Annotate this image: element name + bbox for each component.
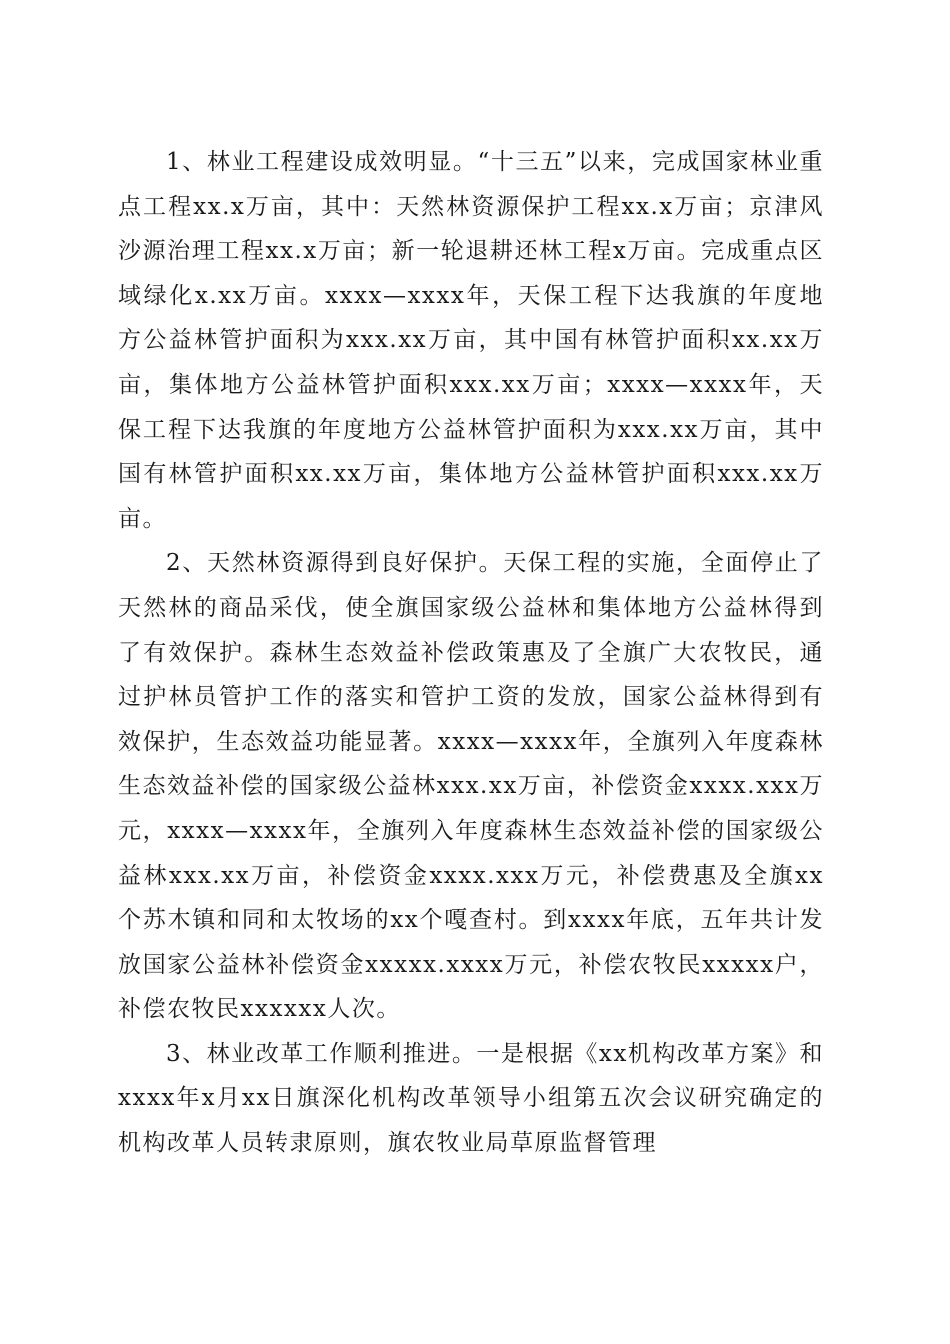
paragraph-forestry-projects: 1、林业工程建设成效明显。“十三五”以来，完成国家林业重点工程xx.x万亩，其中：天然林资源保护工程xx.x万亩；京津风沙源治理工程xx.x万亩；新一轮退耕还林工程x万亩。完成重点区域绿化x.xx万亩。xxxx—xxxx年，天保工程下达我旗的年度地方公益林管护面积为xxx.xx万亩，其中国有林管护面积xx.xx万亩，集体地方公益林管护面积xxx.xx万亩；xxxx—xxxx年，天保工程下达我旗的年度地方公益林管护面积为xxx.xx万亩，其中国有林管护面积xx.xx万亩，集体地方公益林管护面积xxx.xx万亩。 xyxy=(118,149,824,532)
document-page xyxy=(118,140,824,1166)
paragraph-natural-forest-protection: 2、天然林资源得到良好保护。天保工程的实施，全面停止了天然林的商品采伐，使全旗国家级公益林和集体地方公益林得到了有效保护。森林生态效益补偿政策惠及了全旗广大农牧民，通过护林员管护工作的落实和管护工资的发放，国家公益林得到有效保护，生态效益功能显著。xxxx—xxxx年，全旗列入年度森林生态效益补偿的国家级公益林xxx.xx万亩，补偿资金xxxx.xxx万元，xxxx—xxxx年，全旗列入年度森林生态效益补偿的国家级公益林xxx.xx万亩，补偿资金xxxx.xxx万元，补偿费惠及全旗xx个苏木镇和同和太牧场的xx个嘎查村。到xxxx年底，五年共计发放国家公益林补偿资金xxxxx.xxxx万元，补偿农牧民xxxxx户，补偿农牧民xxxxxx人次。 xyxy=(118,550,824,1023)
paragraph-forestry-reform: 3、林业改革工作顺利推进。一是根据《xx机构改革方案》和xxxx年x月xx日旗深化机构改革领导小组第五次会议研究确定的机构改革人员转隶原则，旗农牧业局草原监督管理 xyxy=(118,1040,824,1157)
